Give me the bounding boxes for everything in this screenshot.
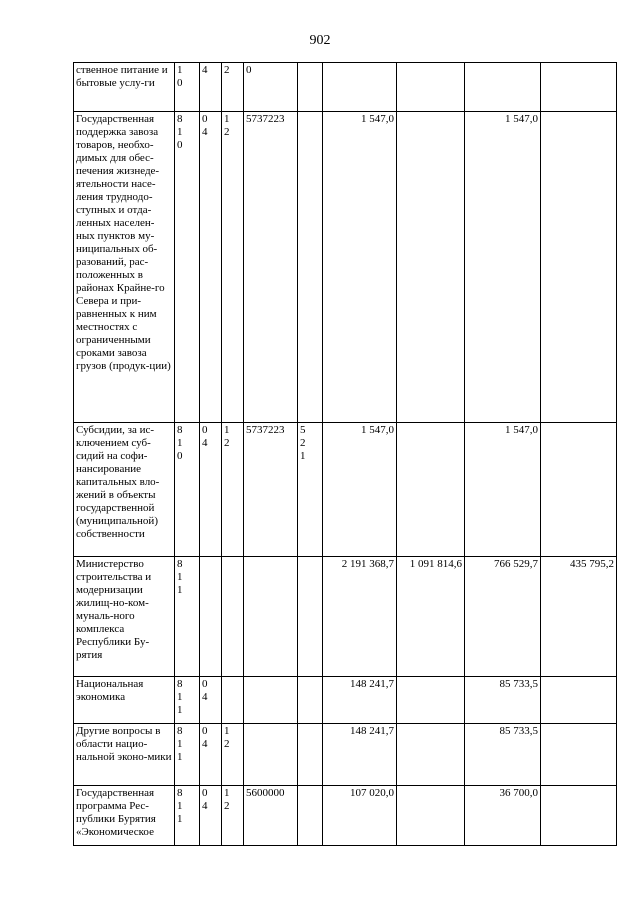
row-name-cell: Министерство строительства и модернизации жилищ-но-ком-муналь-ного комплекса Республики Бу-рятия	[74, 557, 175, 677]
target-article-cell	[244, 677, 298, 724]
amount-total-cell: 107 020,0	[323, 786, 397, 846]
row-name-cell: Субсидии, за ис-ключением суб-сидий на софи-нансирование капитальных вло-жений в объекты государственной (муниципальной) собственности	[74, 423, 175, 557]
row-name-cell: Государственная программа Рес-публики Бурятия «Экономическое	[74, 786, 175, 846]
subsection-code-cell	[222, 786, 244, 846]
amount-col2-cell	[397, 786, 465, 846]
target-article-cell	[244, 63, 298, 112]
amount-col4-cell	[541, 677, 617, 724]
grbs-code-cell	[175, 724, 200, 786]
expense-type-cell	[298, 557, 323, 677]
grbs-code-cell	[175, 63, 200, 112]
amount-col2-cell	[397, 677, 465, 724]
amount-col2-cell	[397, 112, 465, 423]
budget-table	[73, 62, 617, 846]
subsection-code-cell	[222, 63, 244, 112]
amount-col4-cell	[541, 112, 617, 423]
expense-type-cell	[298, 677, 323, 724]
target-article-cell	[244, 557, 298, 677]
amount-col3-cell	[465, 63, 541, 112]
expense-type-cell	[298, 63, 323, 112]
target-article-cell	[244, 112, 298, 423]
table-row	[74, 112, 617, 423]
amount-col3-cell: 85 733,5	[465, 677, 541, 724]
subsection-code-cell	[222, 677, 244, 724]
subsection-code-cell-text: 2	[224, 64, 230, 76]
expense-type-cell	[298, 786, 323, 846]
amount-col3-cell: 85 733,5	[465, 724, 541, 786]
section-code-cell	[200, 677, 222, 724]
section-code-cell-text: 4	[202, 64, 208, 76]
expense-type-cell	[298, 423, 323, 557]
grbs-code-cell	[175, 786, 200, 846]
page-number: 902	[309, 33, 331, 48]
table-row	[74, 786, 617, 846]
section-code-cell-text: 04	[202, 725, 208, 750]
target-article-cell	[244, 423, 298, 557]
amount-col4-cell	[541, 724, 617, 786]
section-code-cell-text: 04	[202, 678, 208, 703]
grbs-code-cell-text: 810	[177, 113, 183, 151]
subsection-code-cell	[222, 423, 244, 557]
row-name-cell: Национальная экономика	[74, 677, 175, 724]
target-article-cell-text: 5737223	[246, 113, 285, 125]
row-name-cell: Другие вопросы в области нацио-нальной эконо-мики	[74, 724, 175, 786]
expense-type-cell	[298, 724, 323, 786]
target-article-cell-text: 5600000	[246, 787, 285, 799]
subsection-code-cell-text: 12	[224, 113, 230, 138]
row-name-cell: ственное питание и бытовые услу-ги	[74, 63, 175, 112]
amount-col3-cell: 766 529,7	[465, 557, 541, 677]
target-article-cell-text: 5737223	[246, 424, 285, 436]
amount-col2-cell	[397, 724, 465, 786]
grbs-code-cell	[175, 677, 200, 724]
amount-col4-cell	[541, 786, 617, 846]
amount-total-cell: 2 191 368,7	[323, 557, 397, 677]
amount-col2-cell: 1 091 814,6	[397, 557, 465, 677]
amount-col4-cell: 435 795,2	[541, 557, 617, 677]
section-code-cell	[200, 786, 222, 846]
table-row	[74, 63, 617, 112]
amount-total-cell	[323, 63, 397, 112]
subsection-code-cell	[222, 112, 244, 423]
table-row	[74, 557, 617, 677]
expense-type-cell	[298, 112, 323, 423]
expense-type-cell-text: 521	[300, 424, 306, 462]
amount-total-cell: 1 547,0	[323, 423, 397, 557]
amount-col3-cell: 36 700,0	[465, 786, 541, 846]
target-article-cell-text: 0	[246, 64, 252, 76]
subsection-code-cell-text: 12	[224, 787, 230, 812]
amount-total-cell: 148 241,7	[323, 677, 397, 724]
grbs-code-cell-text: 811	[177, 725, 183, 763]
grbs-code-cell-text: 811	[177, 558, 183, 596]
section-code-cell	[200, 724, 222, 786]
subsection-code-cell	[222, 557, 244, 677]
table-row	[74, 724, 617, 786]
table-row	[74, 677, 617, 724]
section-code-cell-text: 04	[202, 113, 208, 138]
amount-col3-cell: 1 547,0	[465, 112, 541, 423]
table-row	[74, 423, 617, 557]
section-code-cell	[200, 557, 222, 677]
amount-col3-cell: 1 547,0	[465, 423, 541, 557]
section-code-cell-text: 04	[202, 424, 208, 449]
amount-col2-cell	[397, 423, 465, 557]
section-code-cell	[200, 423, 222, 557]
grbs-code-cell	[175, 557, 200, 677]
grbs-code-cell	[175, 423, 200, 557]
section-code-cell-text: 04	[202, 787, 208, 812]
grbs-code-cell-text: 810	[177, 424, 183, 462]
amount-col4-cell	[541, 423, 617, 557]
section-code-cell	[200, 63, 222, 112]
amount-total-cell: 148 241,7	[323, 724, 397, 786]
grbs-code-cell-text: 811	[177, 678, 183, 716]
grbs-code-cell	[175, 112, 200, 423]
subsection-code-cell-text: 12	[224, 725, 230, 750]
grbs-code-cell-text: 811	[177, 787, 183, 825]
section-code-cell	[200, 112, 222, 423]
target-article-cell	[244, 786, 298, 846]
subsection-code-cell	[222, 724, 244, 786]
table-body	[74, 63, 617, 846]
amount-total-cell: 1 547,0	[323, 112, 397, 423]
amount-col4-cell	[541, 63, 617, 112]
subsection-code-cell-text: 12	[224, 424, 230, 449]
grbs-code-cell-text: 10	[177, 64, 183, 89]
amount-col2-cell	[397, 63, 465, 112]
target-article-cell	[244, 724, 298, 786]
row-name-cell: Государственная поддержка завоза товаров, необхо-димых для обес-печения жизнеде-ятельности насе-ления труднодо-ступных и отда-ленных населен-ных пунктов му-ниципальных об-разований, рас-положенных в районах Крайне-го Севера и при-равненных к ним местностях с ограниченными сроками завоза грузов (продук-ции)	[74, 112, 175, 423]
